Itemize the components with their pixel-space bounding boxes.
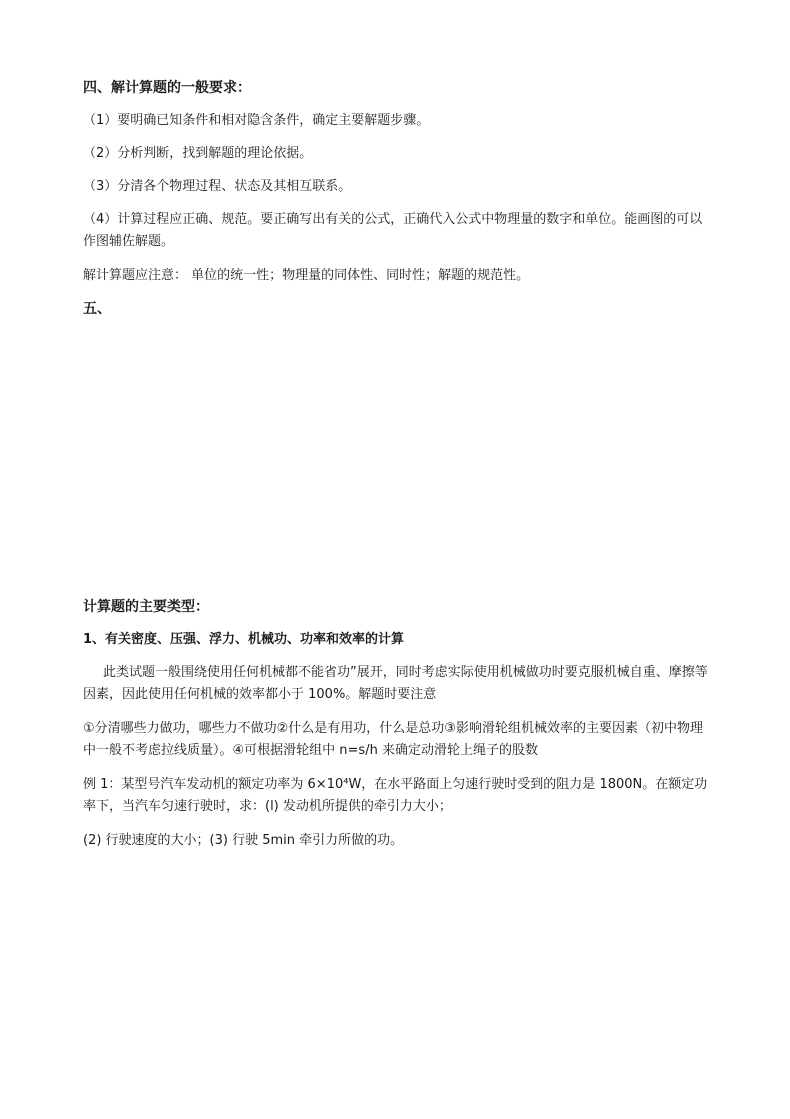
solving-tips-paragraph: ①分清哪些力做功，哪些力不做功②什么是有用功，什么是总功③影响滑轮组机械效率的主要因素（初中物理中一般不考虑拉线质量）。④可根据滑轮组中 n=s/h 来确定动滑轮上绳子的股数 — [83, 721, 703, 758]
section-5-heading: 五、 — [83, 301, 111, 317]
requirement-item-3: （3）分清各个物理过程、状态及其相互联系。 — [83, 179, 352, 194]
example-1-text: 例 1：某型号汽车发动机的额定功率为 6×10⁴W，在水平路面上匀速行驶时受到的阻力是 1800N。在额定功率下，当汽车匀速行驶时，求：(l) 发动机所提供的牵引力大小； — [83, 777, 708, 814]
calculation-notes: 解计算题应注意： 单位的统一性；物理量的同体性、同时性；解题的规范性。 — [83, 268, 530, 283]
type-1-subheading: 1、有关密度、压强、浮力、机械功、功率和效率的计算 — [83, 632, 405, 647]
section-4-heading: 四、解计算题的一般要求： — [83, 80, 251, 96]
requirement-item-4: （4）计算过程应正确、规范。要正确写出有关的公式，正确代入公式中物理量的数字和单位。能画图的可以作图辅佐解题。 — [83, 212, 703, 249]
requirement-item-1: （1）要明确已知条件和相对隐含条件，确定主要解题步骤。 — [83, 113, 430, 128]
example-1-questions: (2) 行驶速度的大小；(3) 行驶 5min 牵引力所做的功。 — [83, 833, 404, 848]
type-1-paragraph: 此类试题一般围绕使用任何机械都不能省功”展开，同时考虑实际使用机械做功时要克服机械自重、摩擦等因素，因此使用任何机械的效率都小于 100%。解题时要注意 — [83, 665, 708, 702]
requirement-item-2: （2）分析判断，找到解题的理论依据。 — [83, 146, 313, 161]
types-heading: 计算题的主要类型： — [83, 599, 209, 615]
